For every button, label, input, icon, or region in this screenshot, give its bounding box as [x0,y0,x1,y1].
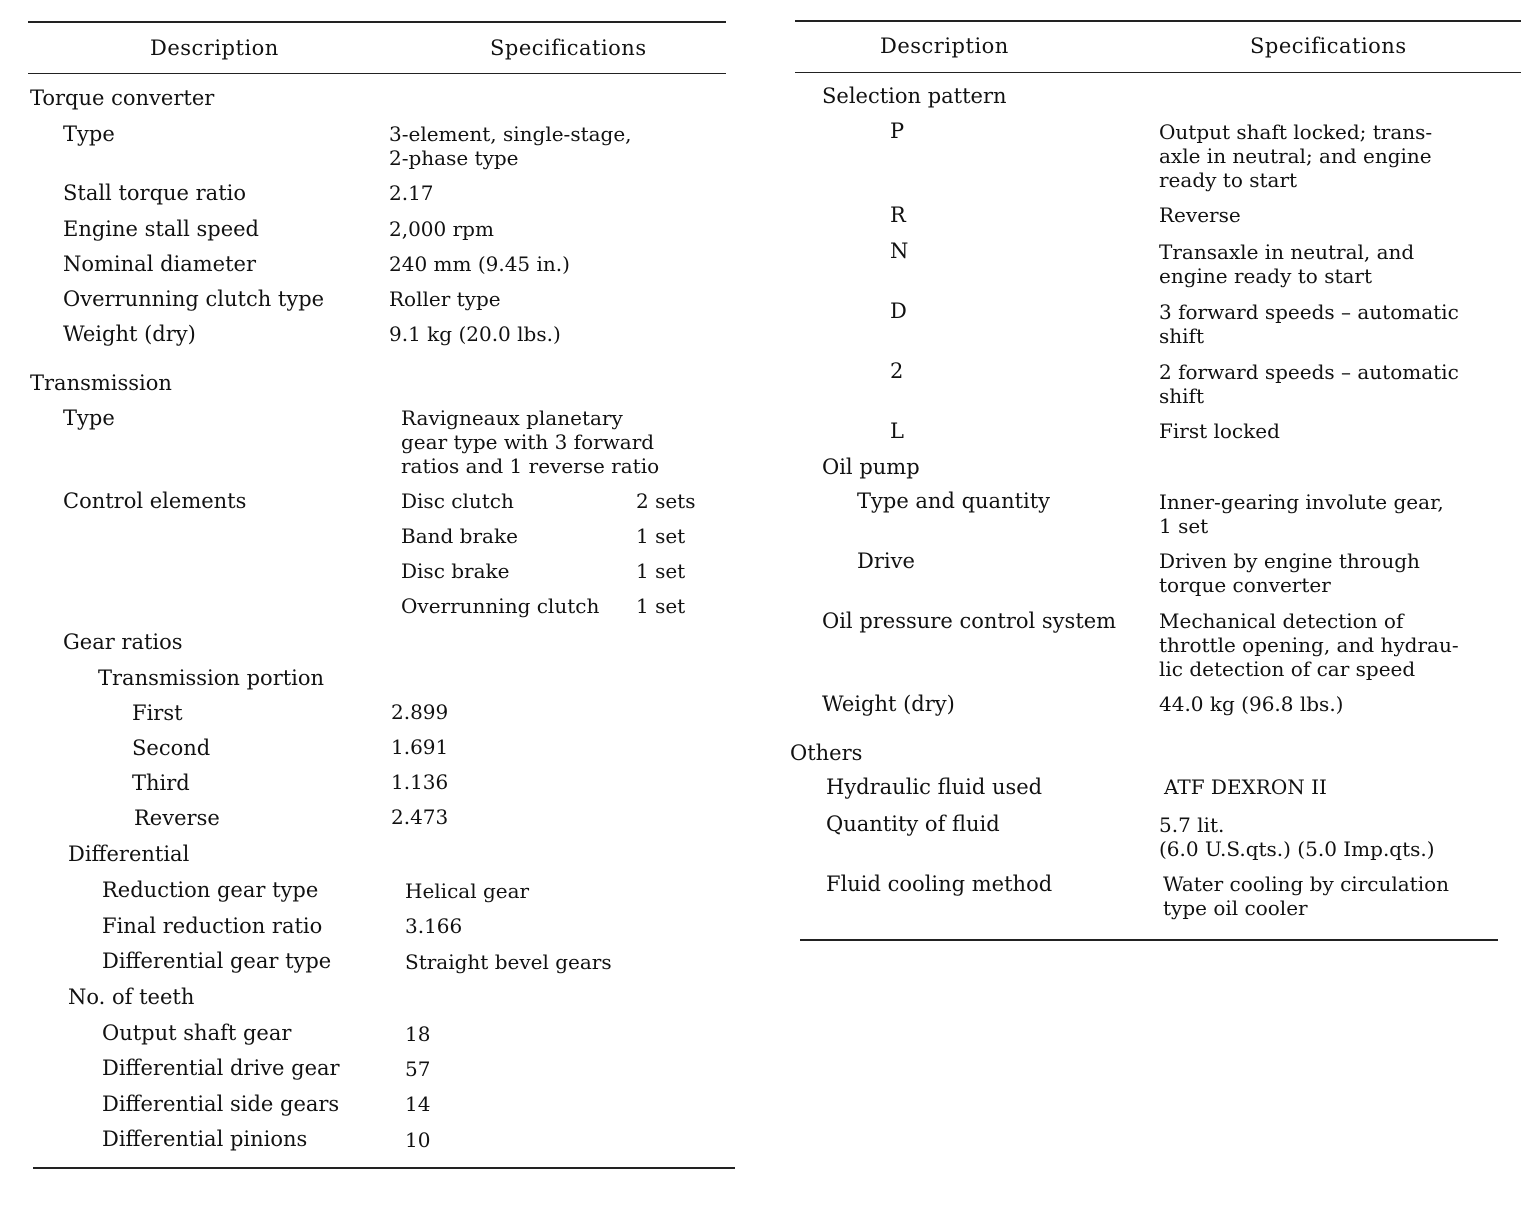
transmission-portion-label: Transmission portion [98,666,325,690]
sel-n-value: Transaxle in neutral, and engine ready to start [1159,240,1415,288]
fluid-cooling-value: Water cooling by circulation type oil cooler [1163,872,1450,920]
section-others: Others [790,741,863,765]
sel-l-label: L [890,419,904,443]
gear-ratios-label: Gear ratios [63,630,183,654]
selection-pattern-label: Selection pattern [822,84,1007,108]
diff-reduction-value: Helical gear [405,879,530,903]
sel-2-label: 2 [890,359,904,383]
tr-type-value: Ravigneaux planetary gear type with 3 forward ratios and 1 reverse ratio [401,406,660,478]
tc-stall-torque-value: 2.17 [389,181,434,205]
right-weight-value: 44.0 kg (96.8 lbs.) [1159,692,1344,716]
teeth-label: No. of teeth [68,985,195,1009]
sel-l-value: First locked [1159,419,1280,443]
teeth-drive-gear-value: 57 [405,1057,431,1081]
sel-n-label: N [890,239,909,263]
right-top-rule [795,20,1521,22]
ce-disc-brake: Disc brake [401,559,510,583]
tc-type-label: Type [63,122,115,146]
fluid-used-value: ATF DEXRON II [1164,775,1327,799]
tc-weight-label: Weight (dry) [63,322,196,346]
diff-reduction-label: Reduction gear type [102,878,319,902]
fluid-quantity-value: 5.7 lit. (6.0 U.S.qts.) (5.0 Imp.qts.) [1159,813,1435,861]
teeth-pinions-label: Differential pinions [102,1127,308,1151]
differential-label: Differential [68,842,190,866]
oil-pressure-label: Oil pressure control system [822,609,1117,633]
left-header-description: Description [150,36,279,60]
section-transmission: Transmission [30,371,172,395]
oil-pressure-value: Mechanical detection of throttle opening, and hydrau- lic detection of car speed [1159,609,1459,681]
tc-stall-speed-value: 2,000 rpm [389,217,494,241]
ratio-first-label: First [132,701,183,725]
left-bottom-rule [33,1167,735,1169]
ratio-third-label: Third [132,771,190,795]
tc-diameter-value: 240 mm (9.45 in.) [389,252,570,276]
ce-disc-clutch: Disc clutch [401,489,514,513]
pump-drive-label: Drive [857,549,915,573]
ce-disc-brake-qty: 1 set [636,559,686,583]
teeth-drive-gear-label: Differential drive gear [102,1056,340,1080]
tc-type-value: 3-element, single-stage, 2-phase type [389,122,632,170]
diff-gear-type-label: Differential gear type [102,949,332,973]
fluid-used-label: Hydraulic fluid used [826,775,1043,799]
ce-overrunning-clutch-qty: 1 set [636,594,686,618]
pump-drive-value: Driven by engine through torque converter [1159,549,1420,597]
ratio-second-label: Second [132,736,211,760]
tc-weight-value: 9.1 kg (20.0 lbs.) [389,322,561,346]
ratio-reverse-label: Reverse [134,806,220,830]
ce-band-brake-qty: 1 set [636,524,686,548]
teeth-output-shaft-value: 18 [405,1022,431,1046]
ratio-reverse-value: 2.473 [391,805,449,829]
sel-2-value: 2 forward speeds – automatic shift [1159,360,1459,408]
right-weight-label: Weight (dry) [822,692,955,716]
sel-d-label: D [890,299,907,323]
sel-d-value: 3 forward speeds – automatic shift [1159,300,1459,348]
ce-disc-clutch-qty: 2 sets [636,489,696,513]
diff-final-ratio-label: Final reduction ratio [102,914,323,938]
left-top-rule [28,21,726,23]
tr-type-label: Type [63,406,115,430]
teeth-pinions-value: 10 [405,1128,431,1152]
teeth-side-gears-label: Differential side gears [102,1092,340,1116]
sel-p-value: Output shaft locked; trans- axle in neutral; and engine ready to start [1159,120,1433,192]
tc-clutch-type-value: Roller type [389,287,501,311]
left-header-specifications: Specifications [490,36,647,60]
pump-type-label: Type and quantity [857,489,1051,513]
tc-stall-torque-label: Stall torque ratio [63,181,247,205]
ce-band-brake: Band brake [401,524,518,548]
teeth-side-gears-value: 14 [405,1092,431,1116]
left-header-rule [28,73,726,74]
tc-diameter-label: Nominal diameter [63,252,257,276]
ratio-third-value: 1.136 [391,770,449,794]
ce-overrunning-clutch: Overrunning clutch [401,594,600,618]
ratio-first-value: 2.899 [391,700,449,724]
sel-p-label: P [890,119,905,143]
teeth-output-shaft-label: Output shaft gear [102,1021,292,1045]
pump-type-value: Inner-gearing involute gear, 1 set [1159,490,1444,538]
right-header-rule [795,72,1521,73]
right-header-description: Description [880,34,1009,58]
sel-r-value: Reverse [1159,203,1241,227]
sel-r-label: R [890,203,906,227]
fluid-quantity-label: Quantity of fluid [826,812,1000,836]
section-torque-converter: Torque converter [30,86,215,110]
diff-final-ratio-value: 3.166 [405,914,463,938]
tc-stall-speed-label: Engine stall speed [63,217,260,241]
fluid-cooling-label: Fluid cooling method [826,872,1053,896]
diff-gear-type-value: Straight bevel gears [405,950,612,974]
oil-pump-label: Oil pump [822,455,920,479]
tc-clutch-type-label: Overrunning clutch type [63,287,325,311]
right-bottom-rule [800,939,1498,941]
ratio-second-value: 1.691 [391,735,449,759]
tr-control-elements-label: Control elements [63,489,247,513]
right-header-specifications: Specifications [1250,34,1407,58]
